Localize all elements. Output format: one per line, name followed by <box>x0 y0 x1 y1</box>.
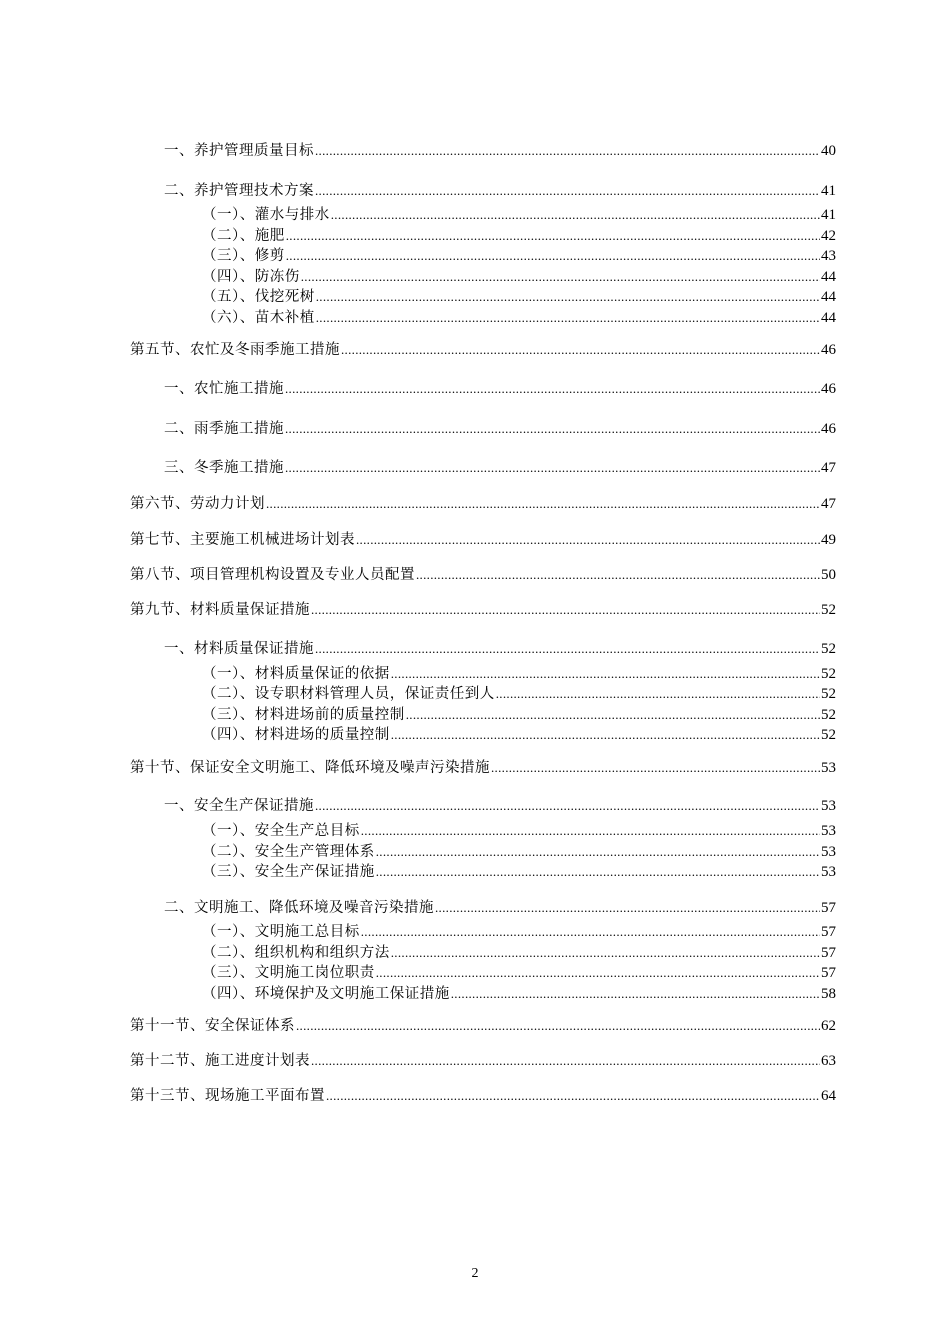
toc-entry-page: 43 <box>821 248 836 264</box>
toc-entry[interactable] <box>130 495 836 513</box>
toc-leader-dots <box>285 459 820 477</box>
toc-entry[interactable] <box>202 268 836 286</box>
toc-entry[interactable] <box>130 1017 836 1035</box>
toc-entry-page: 44 <box>821 269 836 285</box>
toc-entry-page: 46 <box>821 381 836 397</box>
toc-entry-title: （五）、伐挖死树 <box>202 289 315 305</box>
toc-leader-dots <box>356 531 820 549</box>
toc-entry[interactable] <box>164 459 836 477</box>
toc-entry-title: （二）、安全生产管理体系 <box>202 844 375 860</box>
toc-entry-page: 57 <box>821 924 836 940</box>
page-number: 2 <box>471 1266 479 1281</box>
toc-entry-page: 44 <box>821 289 836 305</box>
toc-entry[interactable] <box>202 665 836 683</box>
toc-entry[interactable] <box>202 923 836 941</box>
toc-entry-title: （一）、文明施工总目标 <box>202 924 360 940</box>
toc-entry-page: 44 <box>821 310 836 326</box>
toc-leader-dots <box>341 341 820 359</box>
toc-leader-dots <box>285 380 820 398</box>
toc-leader-dots <box>451 985 820 1003</box>
toc-entry-page: 47 <box>821 460 836 476</box>
toc-entry-title: 二、雨季施工措施 <box>164 421 284 437</box>
toc-entry-title: 第五节、农忙及冬雨季施工措施 <box>130 342 340 358</box>
toc-entry-title: （三）、安全生产保证措施 <box>202 864 375 880</box>
toc-entry-title: 三、冬季施工措施 <box>164 460 284 476</box>
toc-leader-dots <box>286 227 820 245</box>
toc-entry-page: 52 <box>821 641 836 657</box>
toc-entry[interactable] <box>130 566 836 584</box>
toc-entry-page: 50 <box>821 567 836 583</box>
toc-entry-title: 一、养护管理质量目标 <box>164 143 314 159</box>
toc-entry-title: 第八节、项目管理机构设置及专业人员配置 <box>130 567 415 583</box>
toc-entry[interactable] <box>202 944 836 962</box>
toc-entry[interactable] <box>164 142 836 160</box>
toc-entry[interactable] <box>202 822 836 840</box>
toc-entry[interactable] <box>130 1087 836 1105</box>
toc-entry[interactable] <box>202 843 836 861</box>
toc-entry[interactable] <box>130 1052 836 1070</box>
toc-leader-dots <box>296 1017 820 1035</box>
toc-leader-dots <box>315 142 820 160</box>
toc-entry[interactable] <box>130 759 836 777</box>
toc-entry[interactable] <box>202 309 836 327</box>
toc-entry[interactable] <box>130 531 836 549</box>
toc-leader-dots <box>406 706 820 724</box>
toc-entry-page: 40 <box>821 143 836 159</box>
toc-entry-page: 49 <box>821 532 836 548</box>
toc-entry[interactable] <box>202 206 836 224</box>
toc-entry-page: 64 <box>821 1088 836 1104</box>
toc-entry-title: 第九节、材料质量保证措施 <box>130 602 310 618</box>
toc-entry-page: 42 <box>821 228 836 244</box>
toc-leader-dots <box>391 944 820 962</box>
toc-leader-dots <box>435 899 820 917</box>
toc-entry-title: 一、农忙施工措施 <box>164 381 284 397</box>
toc-entry-title: 二、文明施工、降低环境及噪音污染措施 <box>164 900 434 916</box>
toc-entry-page: 57 <box>821 900 836 916</box>
toc-leader-dots <box>301 268 820 286</box>
toc-leader-dots <box>361 822 820 840</box>
toc-entry[interactable] <box>202 247 836 265</box>
toc-leader-dots <box>331 206 820 224</box>
toc-entry-title: 一、材料质量保证措施 <box>164 641 314 657</box>
toc-entry[interactable] <box>130 341 836 359</box>
toc-entry-title: （一）、安全生产总目标 <box>202 823 360 839</box>
toc-entry[interactable] <box>202 964 836 982</box>
toc-entry-title: （二）、组织机构和组织方法 <box>202 945 390 961</box>
toc-entry-page: 53 <box>821 798 836 814</box>
toc-entry-title: 二、养护管理技术方案 <box>164 183 314 199</box>
toc-entry[interactable] <box>164 899 836 917</box>
toc-entry-page: 52 <box>821 686 836 702</box>
toc-entry-page: 52 <box>821 727 836 743</box>
toc-entry[interactable] <box>164 380 836 398</box>
toc-entry-title: 第十一节、安全保证体系 <box>130 1018 295 1034</box>
toc-leader-dots <box>315 797 820 815</box>
toc-entry-title: 第十节、保证安全文明施工、降低环境及噪声污染措施 <box>130 760 490 776</box>
toc-leader-dots <box>496 685 820 703</box>
toc-entry[interactable] <box>164 640 836 658</box>
toc-leader-dots <box>311 1052 820 1070</box>
toc-entry-title: （三）、修剪 <box>202 248 285 264</box>
toc-entry-page: 52 <box>821 666 836 682</box>
toc-leader-dots <box>376 964 820 982</box>
toc-leader-dots <box>376 843 820 861</box>
toc-leader-dots <box>376 863 820 881</box>
toc-entry-page: 41 <box>821 183 836 199</box>
toc-leader-dots <box>311 601 820 619</box>
toc-leader-dots <box>316 288 820 306</box>
toc-leader-dots <box>391 726 820 744</box>
toc-entry-title: （一）、灌水与排水 <box>202 207 330 223</box>
toc-leader-dots <box>266 495 820 513</box>
toc-entry-title: 第十二节、施工进度计划表 <box>130 1053 310 1069</box>
toc-entry[interactable] <box>202 985 836 1003</box>
toc-entry[interactable] <box>164 420 836 438</box>
toc-entry[interactable] <box>202 863 836 881</box>
toc-entry[interactable] <box>130 601 836 619</box>
toc-entry-title: （三）、材料进场前的质量控制 <box>202 707 405 723</box>
toc-entry-page: 52 <box>821 602 836 618</box>
toc-entry[interactable] <box>202 685 836 703</box>
toc-entry[interactable] <box>202 227 836 245</box>
toc-entry-page: 62 <box>821 1018 836 1034</box>
toc-entry-page: 53 <box>821 864 836 880</box>
toc-leader-dots <box>391 665 820 683</box>
toc-leader-dots <box>316 309 820 327</box>
toc-entry-title: 一、安全生产保证措施 <box>164 798 314 814</box>
toc-entry-page: 53 <box>821 760 836 776</box>
toc-leader-dots <box>285 420 820 438</box>
toc-entry-page: 53 <box>821 823 836 839</box>
toc-entry-title: （二）、施肥 <box>202 228 285 244</box>
toc-leader-dots <box>416 566 820 584</box>
toc-leader-dots <box>491 759 820 777</box>
toc-leader-dots <box>315 182 820 200</box>
toc-entry-title: （一）、材料质量保证的依据 <box>202 666 390 682</box>
toc-entry[interactable] <box>164 797 836 815</box>
toc-entry-title: （四）、防冻伤 <box>202 269 300 285</box>
toc-entry-title: （六）、苗木补植 <box>202 310 315 326</box>
toc-entry-title: 第十三节、现场施工平面布置 <box>130 1088 325 1104</box>
toc-entry-page: 41 <box>821 207 836 223</box>
toc-entry-title: 第六节、劳动力计划 <box>130 496 265 512</box>
toc-entry-page: 63 <box>821 1053 836 1069</box>
toc-entry-page: 46 <box>821 421 836 437</box>
toc-entry-page: 53 <box>821 844 836 860</box>
toc-entry-page: 57 <box>821 945 836 961</box>
toc-entry-title: （四）、环境保护及文明施工保证措施 <box>202 986 450 1002</box>
toc-entry-page: 47 <box>821 496 836 512</box>
toc-entry-title: （二）、设专职材料管理人员，保证责任到人 <box>202 686 495 702</box>
toc-entry-title: 第七节、主要施工机械进场计划表 <box>130 532 355 548</box>
toc-entry-title: （四）、材料进场的质量控制 <box>202 727 390 743</box>
toc-leader-dots <box>315 640 820 658</box>
toc-entry[interactable] <box>202 706 836 724</box>
toc-entry-page: 52 <box>821 707 836 723</box>
toc-entry[interactable] <box>202 288 836 306</box>
toc-leader-dots <box>326 1087 820 1105</box>
toc-entry-page: 58 <box>821 986 836 1002</box>
toc-entry[interactable] <box>164 182 836 200</box>
toc-entry-title: （三）、文明施工岗位职责 <box>202 965 375 981</box>
toc-entry-page: 57 <box>821 965 836 981</box>
toc-entry[interactable] <box>202 726 836 744</box>
toc-entry-page: 46 <box>821 342 836 358</box>
toc-leader-dots <box>286 247 820 265</box>
toc-leader-dots <box>361 923 820 941</box>
